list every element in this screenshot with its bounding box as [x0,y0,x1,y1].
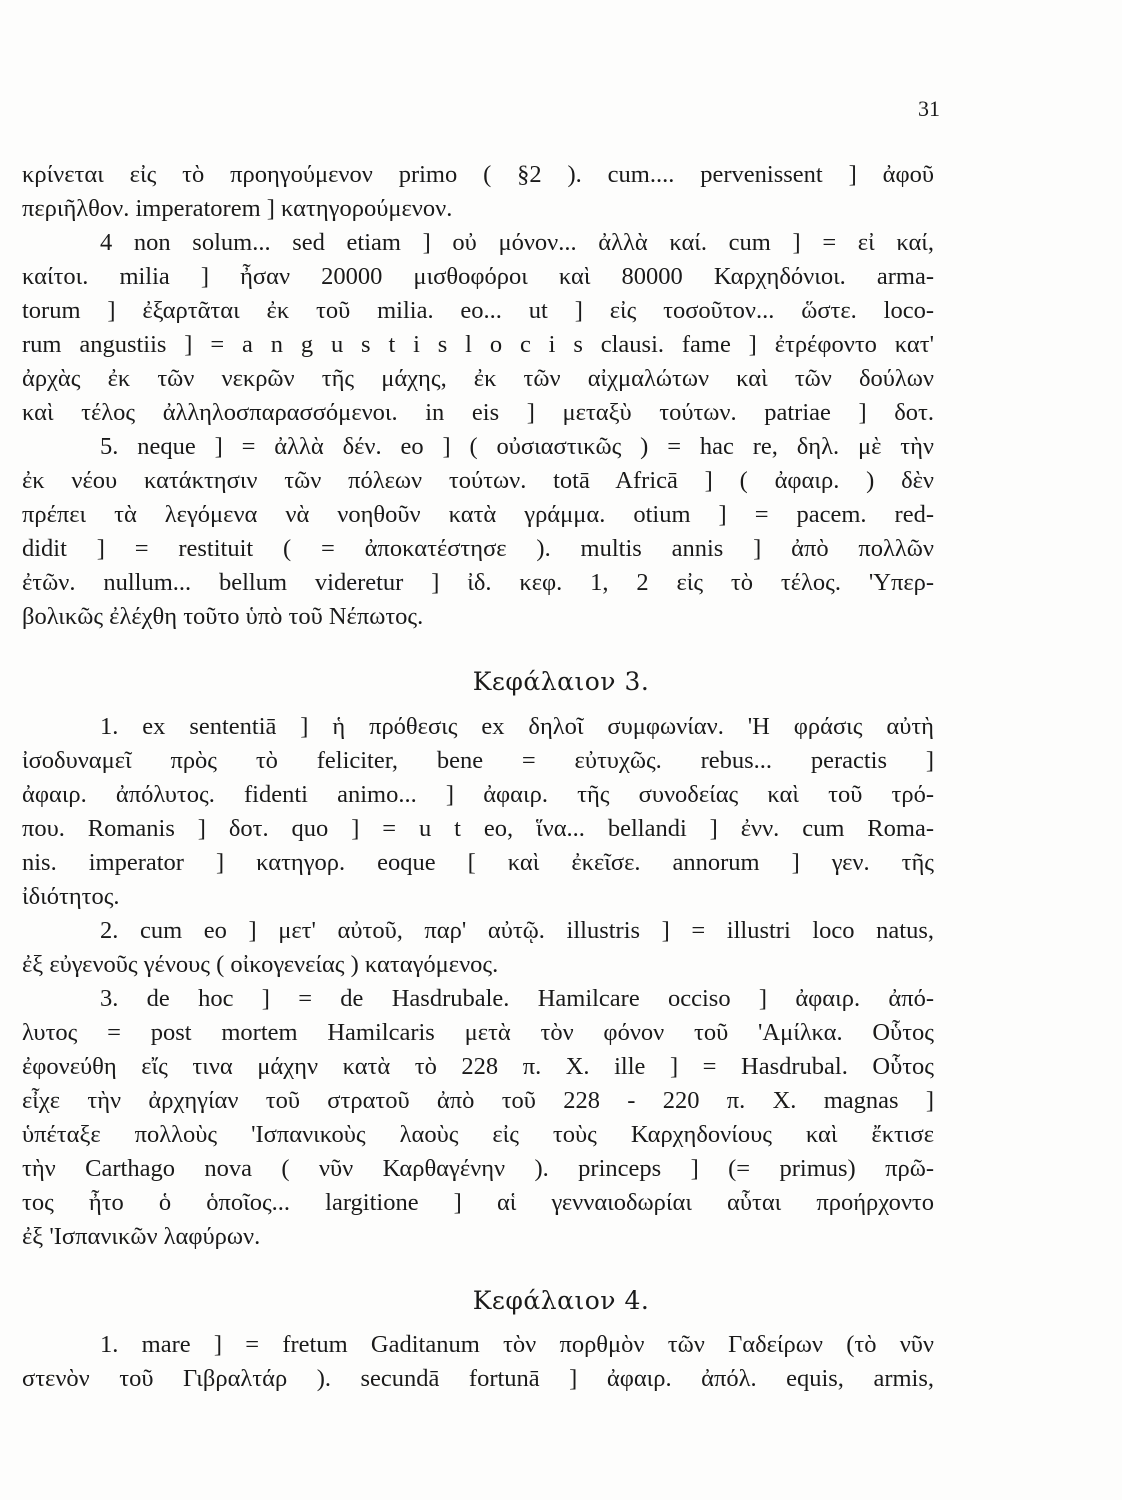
text-line: ἰσοδυναμεῖ πρὸς τὸ feliciter, bene = εὐτυχῶς. rebus... peractis ] [22,747,934,774]
text-line: ἐξ 'Ισπανικῶν λαφύρων. [22,1223,261,1250]
text-line: rum angustiis ] = a n g u s t i s l o c i s clausi. fame ] ἐτρέφοντο κατ' [22,331,934,358]
text-line: που. Romanis ] δοτ. quo ] = u t eo, ἵνα... bellandi ] ἐνν. cum Roma- [22,815,934,842]
text-line: τος ἦτο ὁ ὁποῖος... largitione ] αἱ γενναιοδωρίαι αὗται προήρχοντο [22,1189,934,1216]
text-line: ἐκ νέου κατάκτησιν τῶν πόλεων τούτων. totā Africā ] ( ἀφαιρ. ) δὲν [22,467,934,494]
chapter-heading-4: Κεφάλαιον 4. [472,1286,650,1315]
text-line: ἰδιότητος. [22,883,120,910]
text-line: didit ] = restituit ( = ἀποκατέστησε ). multis annis ] ἀπὸ πολλῶν [22,535,934,562]
text-line: τὴν Carthago nova ( νῦν Καρθαγένην ). princeps ] (= primus) πρῶ- [22,1155,934,1182]
text-line: 1. mare ] = fretum Gaditanum τὸν πορθμὸν τῶν Γαδείρων (τὸ νῦν [100,1331,934,1358]
text-line: εἶχε τὴν ἀρχηγίαν τοῦ στρατοῦ ἀπὸ τοῦ 228 - 220 π. Χ. magnas ] [22,1087,934,1114]
text-line: 2. cum eo ] μετ' αὐτοῦ, παρ' αὐτῷ. illustris ] = illustri loco natus, [100,917,934,944]
text-line: περιῆλθον. imperatorem ] κατηγορούμενον. [22,195,453,222]
text-line: καὶ τέλος ἀλληλοσπαρασσόμενοι. in eis ] μεταξὺ τούτων. patriae ] δοτ. [22,399,934,426]
text-line: nis. imperator ] κατηγορ. eoque [ καὶ ἐκεῖσε. annorum ] γεν. τῆς [22,849,934,876]
commentary-block-1 [22,158,934,634]
text-line: 1. ex sententiā ] ἡ πρόθεσις ex δηλοῖ συμφωνίαν. 'Η φράσις αὐτὴ [100,713,934,740]
chapter-heading-3: Κεφάλαιον 3. [472,667,650,696]
text-line: ἐξ εὐγενοῦς γένους ( οἰκογενείας ) καταγόμενος. [22,951,499,978]
text-line: ἐφονεύθη εἴς τινα μάχην κατὰ τὸ 228 π. Χ. ille ] = Hasdrubal. Οὗτος [22,1053,934,1080]
text-line: ὑπέταξε πολλοὺς 'Ισπανικοὺς λαοὺς εἰς τοὺς Καρχηδονίους καὶ ἔκτισε [22,1121,934,1148]
text-line: 4 non solum... sed etiam ] οὐ μόνον... ἀλλὰ καί. cum ] = εἰ καί, [100,229,934,256]
text-line: 3. de hoc ] = de Hasdrubale. Hamilcare occiso ] ἀφαιρ. ἀπό- [100,985,934,1012]
text-line: βολικῶς ἐλέχθη τοῦτο ὑπὸ τοῦ Νέπωτος. [22,603,424,630]
text-line: λυτος = post mortem Hamilcaris μετὰ τὸν φόνον τοῦ 'Αμίλκα. Οὗτος [22,1019,934,1046]
text-line: ἀρχὰς ἐκ τῶν νεκρῶν τῆς μάχης, ἐκ τῶν αἰχμαλώτων καὶ τῶν δούλων [22,365,934,392]
text-line: 5. neque ] = ἀλλὰ δέν. eo ] ( οὐσιαστικῶς ) = hac re, δηλ. μὲ τὴν [100,433,934,460]
commentary-block-2 [22,710,934,1254]
text-line: στενὸν τοῦ Γιβραλτάρ ). secundā fortunā ] ἀφαιρ. ἀπόλ. equis, armis, [22,1365,934,1392]
text-line: ἀφαιρ. ἀπόλυτος. fidenti animo... ] ἀφαιρ. τῆς συνοδείας καὶ τοῦ τρό- [22,781,934,808]
page-number: 31 [918,96,940,121]
text-line: πρέπει τὰ λεγόμενα νὰ νοηθοῦν κατὰ γράμμα. otium ] = pacem. red- [22,501,934,528]
text-line: torum ] ἐξαρτᾶται ἐκ τοῦ milia. eo... ut ] εἰς τοσοῦτον... ὥστε. loco- [22,297,934,324]
text-line: κρίνεται εἰς τὸ προηγούμενον primo ( §2 ). cum.... pervenissent ] ἀφοῦ [22,161,934,188]
commentary-block-3 [22,1328,934,1396]
text-line: καίτοι. milia ] ἦσαν 20000 μισθοφόροι καὶ 80000 Καρχηδόνιοι. arma- [22,263,934,290]
text-line: ἐτῶν. nullum... bellum videretur ] ἰδ. κεφ. 1, 2 εἰς τὸ τέλος. 'Υπερ- [22,569,934,596]
